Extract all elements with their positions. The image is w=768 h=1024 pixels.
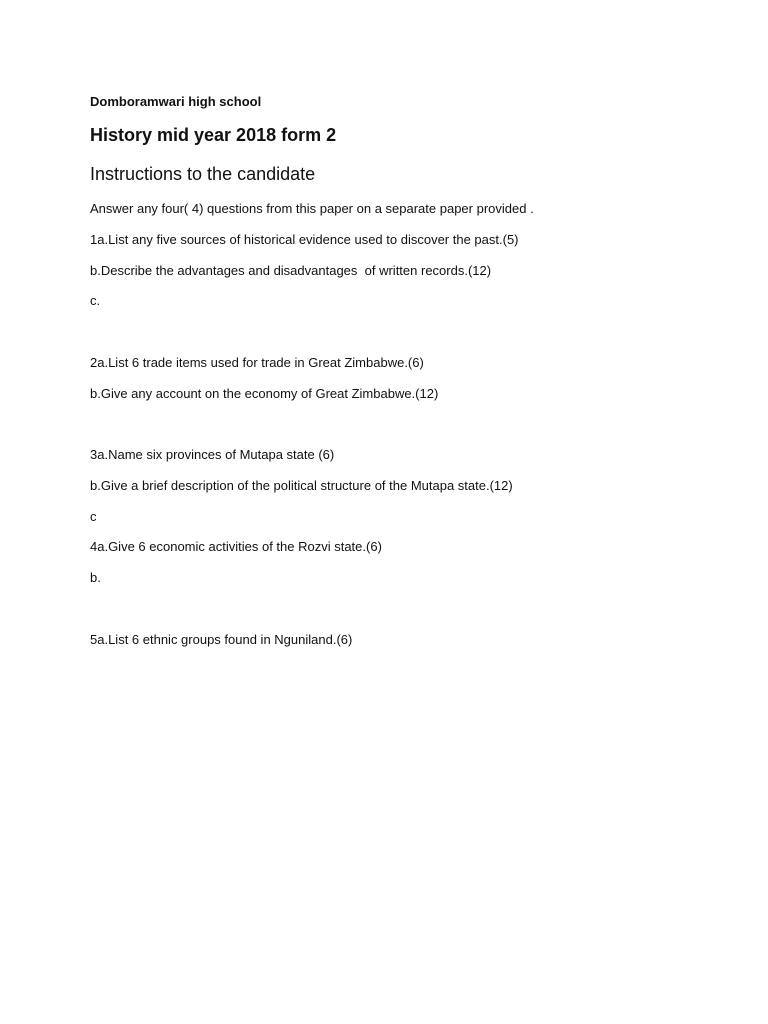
question-4b: b.: [90, 570, 101, 585]
instruction-text: Answer any four( 4) questions from this paper on a separate paper provided .: [90, 201, 534, 216]
question-1b: b.Describe the advantages and disadvantages of written records.(12): [90, 263, 492, 278]
question-1c: c.: [90, 293, 101, 308]
exam-title: History mid year 2018 form 2: [90, 125, 337, 145]
question-3a: 3a.Name six provinces of Mutapa state (6): [90, 447, 335, 462]
question-5a: 5a.List 6 ethnic groups found in Nguniland.(6): [90, 632, 353, 647]
question-4a: 4a.Give 6 economic activities of the Rozvi state.(6): [90, 539, 382, 554]
question-2b: b.Give any account on the economy of Great Zimbabwe.(12): [90, 386, 439, 401]
school-name: Domboramwari high school: [90, 94, 262, 109]
question-3c: c: [90, 509, 97, 524]
instructions-heading: Instructions to the candidate: [90, 164, 316, 184]
question-3b: b.Give a brief description of the political structure of the Mutapa state.(12): [90, 478, 513, 493]
question-2a: 2a.List 6 trade items used for trade in Great Zimbabwe.(6): [90, 355, 424, 370]
question-1a: 1a.List any five sources of historical evidence used to discover the past.(5): [90, 232, 519, 247]
